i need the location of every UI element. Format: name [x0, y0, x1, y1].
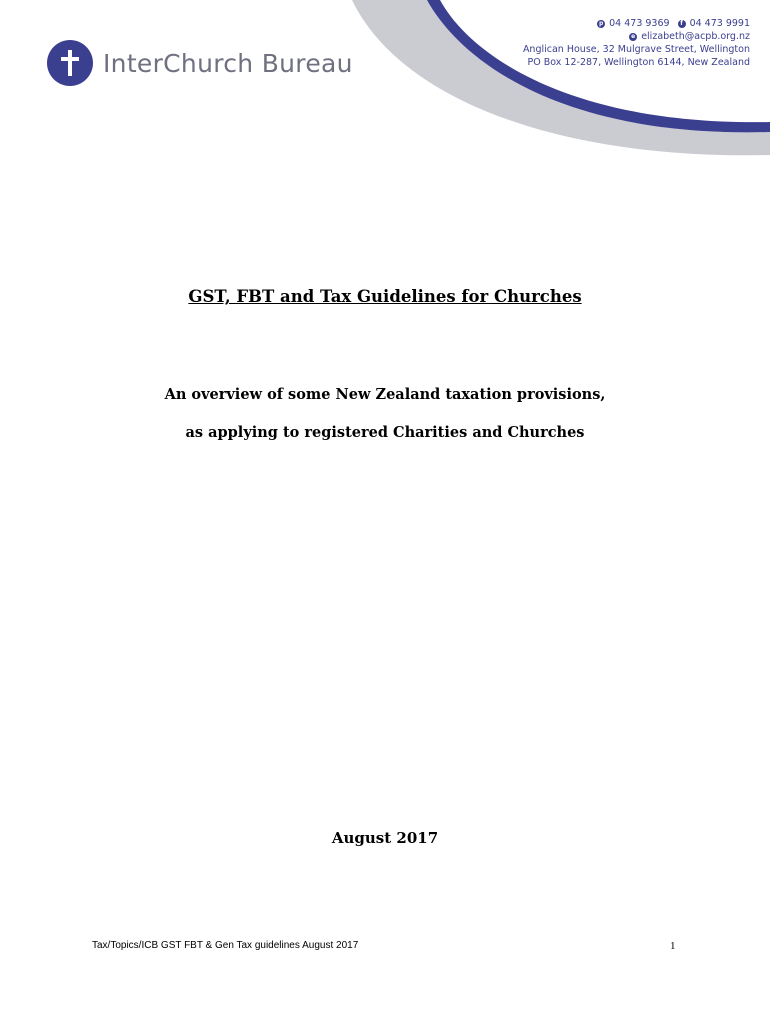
page-number: 1: [670, 940, 676, 952]
address-line-2: PO Box 12-287, Wellington 6144, New Zealand: [527, 57, 750, 68]
subtitle-line-2: as applying to registered Charities and Churches: [185, 424, 585, 441]
footer-path: Tax/Topics/ICB GST FBT & Gen Tax guidelines August 2017: [92, 940, 359, 951]
email-icon: e: [631, 32, 636, 40]
phone-number: 04 473 9369: [609, 18, 670, 29]
email-address[interactable]: elizabeth@acpb.org.nz: [641, 31, 750, 42]
logo: [47, 40, 353, 86]
fax-number: 04 473 9991: [689, 18, 750, 29]
document-title: GST, FBT and Tax Guidelines for Churches: [188, 287, 582, 306]
phone-icon: p: [598, 19, 604, 27]
org-name: InterChurch Bureau: [103, 48, 353, 78]
address-line-1: Anglican House, 32 Mulgrave Street, Wellington: [522, 44, 750, 55]
fax-icon: f: [678, 20, 686, 28]
contact-block: [523, 17, 750, 69]
cross-icon: [47, 40, 93, 86]
document-date: August 2017: [331, 829, 439, 847]
subtitle-line-1: An overview of some New Zealand taxation provisions,: [164, 386, 606, 403]
